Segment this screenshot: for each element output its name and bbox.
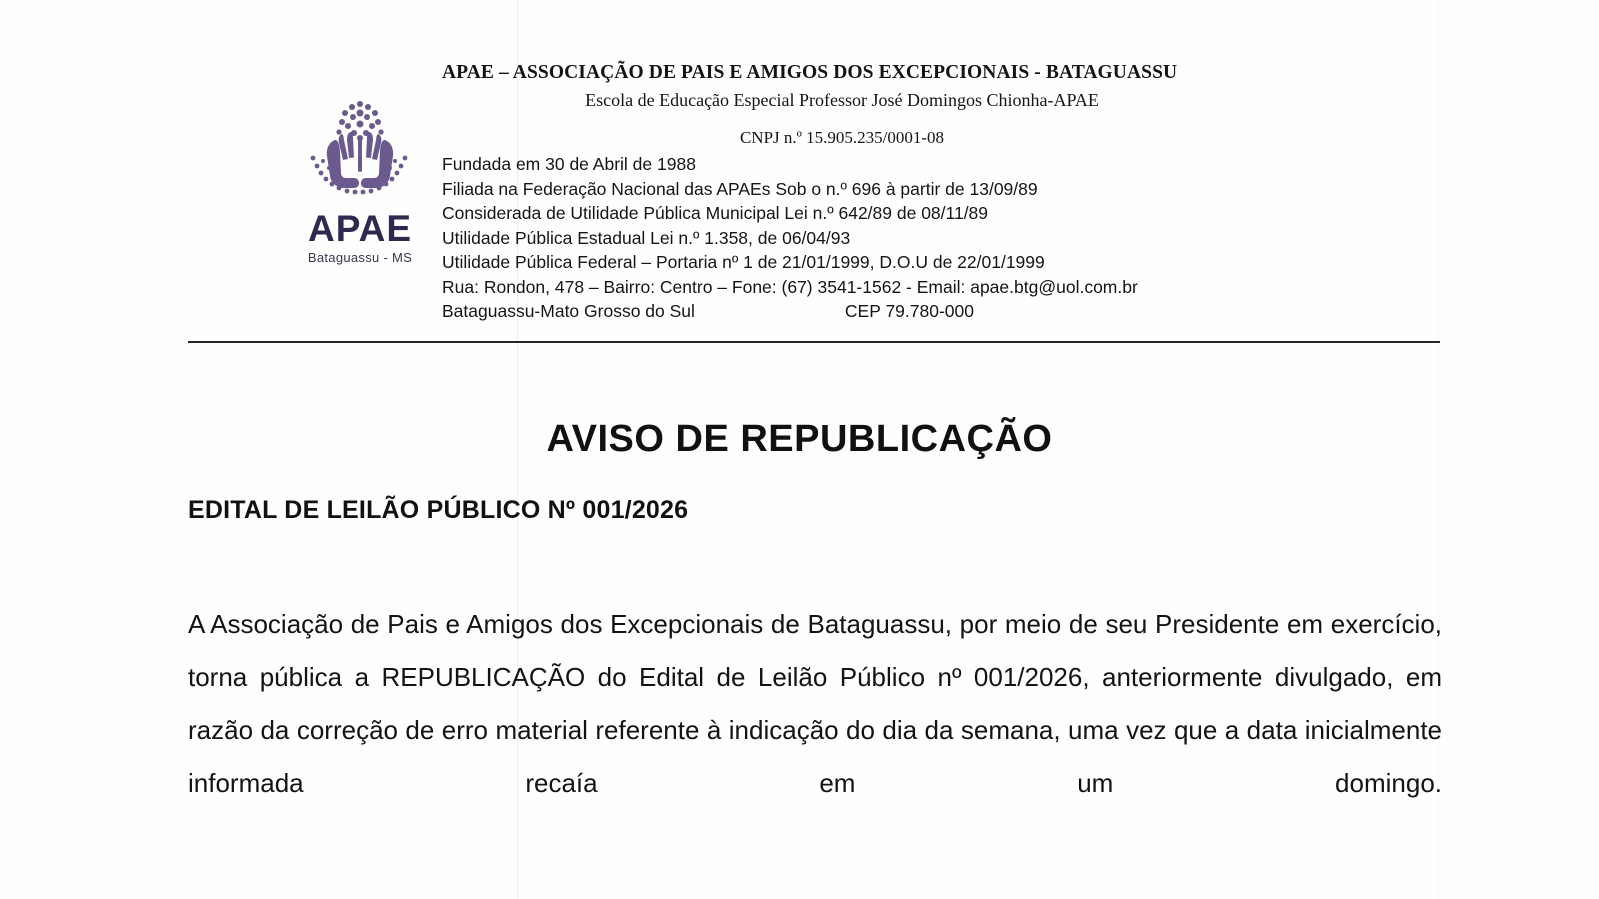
info-line-address: Rua: Rondon, 478 – Bairro: Centro – Fone: (67) 3541-1562 - Email: apae.btg@uol.com.br [442,276,1138,297]
info-line-federal: Utilidade Pública Federal – Portaria nº 1 de 21/01/1999, D.O.U de 22/01/1999 [442,252,1045,272]
info-line-founded: Fundada em 30 de Abril de 1988 [442,154,696,174]
apae-logo-city: Bataguassu - MS [307,250,413,265]
apae-wordmark: APAE [307,208,413,249]
address-city: Bataguassu-Mato Grosso do Sul [442,301,695,321]
info-line-federation: Filiada na Federação Nacional das APAEs Sob o n.º 696 à partir de 13/09/89 [442,178,1038,199]
cep-value: CEP 79.780-000 [844,301,975,321]
info-line-city-cep [442,299,1342,324]
document-subtitle: EDITAL DE LEILÃO PÚBLICO Nº 001/2026 [188,496,689,524]
apae-hands-flower-icon [295,88,425,208]
letterhead-divider [188,341,1440,343]
body-paragraph: A Associação de Pais e Amigos dos Excepcionais de Bataguassu, por meio de seu Presidente em exercício, torna pública a REPUBLICAÇÃO do Edital de Leilão Público nº 001/2026, anteriormente divulgado, em razão da correção de erro material referente à indicação do dia da semana, uma vez que a data inicialmente informada recaía em um domingo. [188,609,1442,798]
school-name: Escola de Educação Especial Professor José Domingos Chionha-APAE [585,90,1099,110]
organization-title: APAE – ASSOCIAÇÃO DE PAIS E AMIGOS DOS EXCEPCIONAIS - BATAGUASSU [442,62,1178,83]
apae-logo [280,88,440,265]
letterhead [0,0,1599,345]
cnpj-line: CNPJ n.º 15.905.235/0001-08 [739,128,945,147]
page-title: AVISO DE REPUBLICAÇÃO [546,418,1053,460]
info-line-state: Utilidade Pública Estadual Lei n.º 1.358, de 06/04/93 [442,227,851,248]
letterhead-info-lines [442,152,1342,324]
info-line-municipal: Considerada de Utilidade Pública Municipal Lei n.º 642/89 de 08/11/89 [442,203,989,223]
